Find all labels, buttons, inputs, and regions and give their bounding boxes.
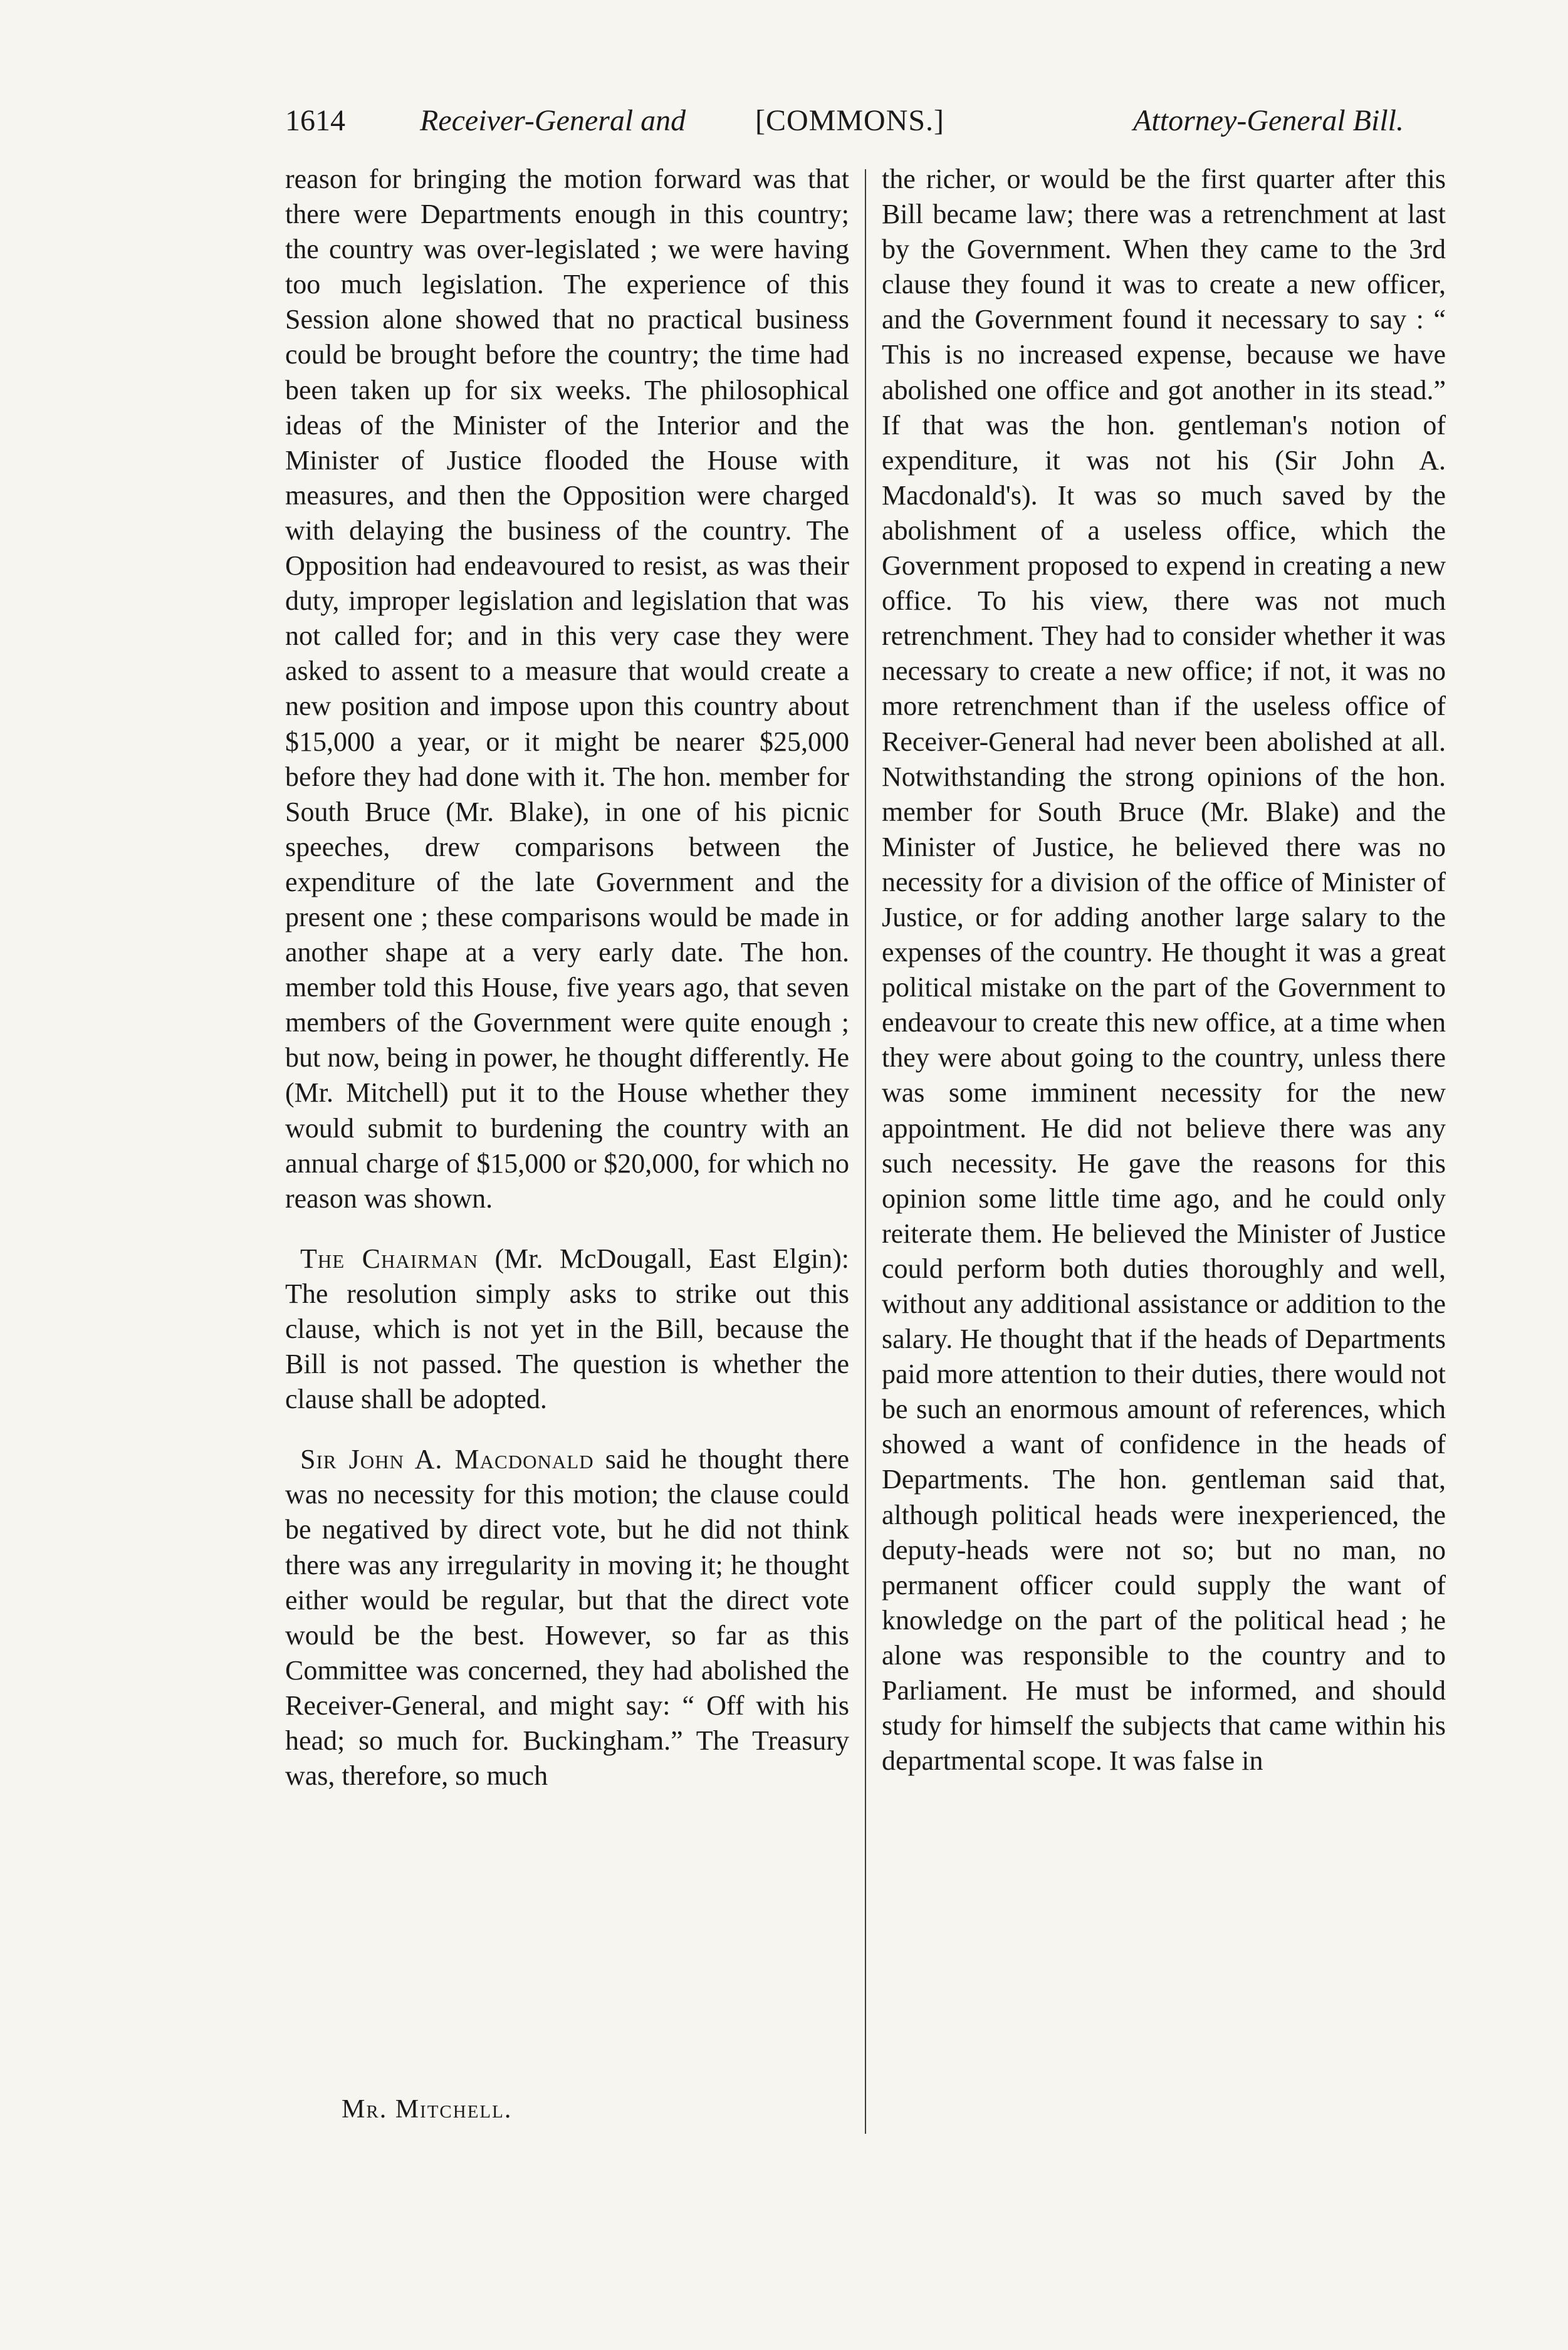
page-number: 1614: [285, 104, 345, 137]
speaker-name: The Chairman: [300, 1243, 479, 1274]
right-column: [882, 162, 1446, 1778]
speaker-name: Sir John A. Macdonald: [300, 1444, 594, 1475]
paragraph-continued: the richer, or would be the first quarter after this Bill became law; there was a retrenchment at last by the Government. When they came to the 3rd clause they found it was to create a new officer, and the Government found it necessary to say : “ This is no increased expense, because we have abolished one office and got another in its stead.” If that was the hon. gentleman's notion of expenditure, it was not his (Sir John A. Macdonald's). It was so much saved by the abolishment of a useless office, which the Government proposed to expend in creating a new office. To his view, there was not much retrenchment. They had to consider whether it was necessary to create a new office; if not, it was no more retrenchment than if the useless office of Receiver-General had never been abolished at all. Notwithstanding the strong opinions of the hon. member for South Bruce (Mr. Blake) and the Minister of Justice, he believed there was no necessity for a division of the office of Minister of Justice, or for adding another large salary to the expenses of the country. He thought it was a great political mistake on the part of the Government to endeavour to create this new office, at a time when they were about going to the country, unless there was some imminent necessity for the new appointment. He did not believe there was any such necessity. He gave the reasons for this opinion some little time ago, and he could only reiterate them. He believed the Minister of Justice could perform both duties thoroughly and well, without any additional assistance or addition to the salary. He thought that if the heads of Departments paid more attention to their duties, there would not be such an enormous amount of references, which showed a want of confidence in the heads of Departments. The hon. gentleman said that, although political heads were inexperienced, the deputy-heads were not so; but no man, no permanent officer could supply the want of knowledge on the part of the political head ; he alone was responsible to the country and to Parliament. He must be informed, and should study for himself the subjects that came within his departmental scope. It was false in: [882, 164, 1446, 1777]
page-header: [285, 93, 1404, 149]
running-title-right: Attorney-General Bill.: [1133, 104, 1404, 137]
running-title-center: [COMMONS.]: [755, 104, 945, 137]
footer-speaker-name: Mr. Mitchell.: [342, 2095, 513, 2124]
paragraph-chairman: [285, 1241, 849, 1417]
paragraph-text: (Mr. McDougall, East Elgin): The resolution simply asks to strike out this clause, which is not yet in the Bill, because the Bill is not passed. The question is whether the clause shall be adopted.: [285, 1243, 849, 1415]
running-title-left: Receiver-General and: [420, 104, 686, 137]
paragraph-continued: reason for bringing the motion forward was that there were Departments enough in this country; the country was over-legislated ; we were having too much legislation. The experience of this Session alone showed that no practical business could be brought before the country; the time had been taken up for six weeks. The philosophical ideas of the Minister of the Interior and the Minister of Justice flooded the House with measures, and then the Opposition were charged with delaying the business of the country. The Opposition had endeavoured to resist, as was their duty, improper legislation and legislation that was not called for; and in this very case they were asked to assent to a measure that would create a new position and impose upon this country about $15,000 a year, or it might be nearer $25,000 before they had done with it. The hon. member for South Bruce (Mr. Blake), in one of his picnic speeches, drew comparisons between the expenditure of the late Government and the present one ; these comparisons would be made in another shape at a very early date. The hon. member told this House, five years ago, that seven members of the Government were quite enough ; but now, being in power, he thought differently. He (Mr. Mitchell) put it to the House whether they would submit to burdening the country with an annual charge of $15,000 or $20,000, for which no reason was shown.: [285, 164, 849, 1214]
paragraph-text: said he thought there was no necessity for this motion; the clause could be negatived by direct vote, but he did not think there was any irregularity in moving it; he thought either would be regular, but that the direct vote would be the best. However, so far as this Committee was concerned, they had abolished the Receiver-General, and might say: “ Off with his head; so much for. Buckingham.” The Treasury was, therefore, so much: [285, 1444, 849, 1792]
column-divider: [865, 169, 866, 2134]
paragraph-macdonald: [285, 1442, 849, 1794]
left-column: [285, 162, 849, 1794]
